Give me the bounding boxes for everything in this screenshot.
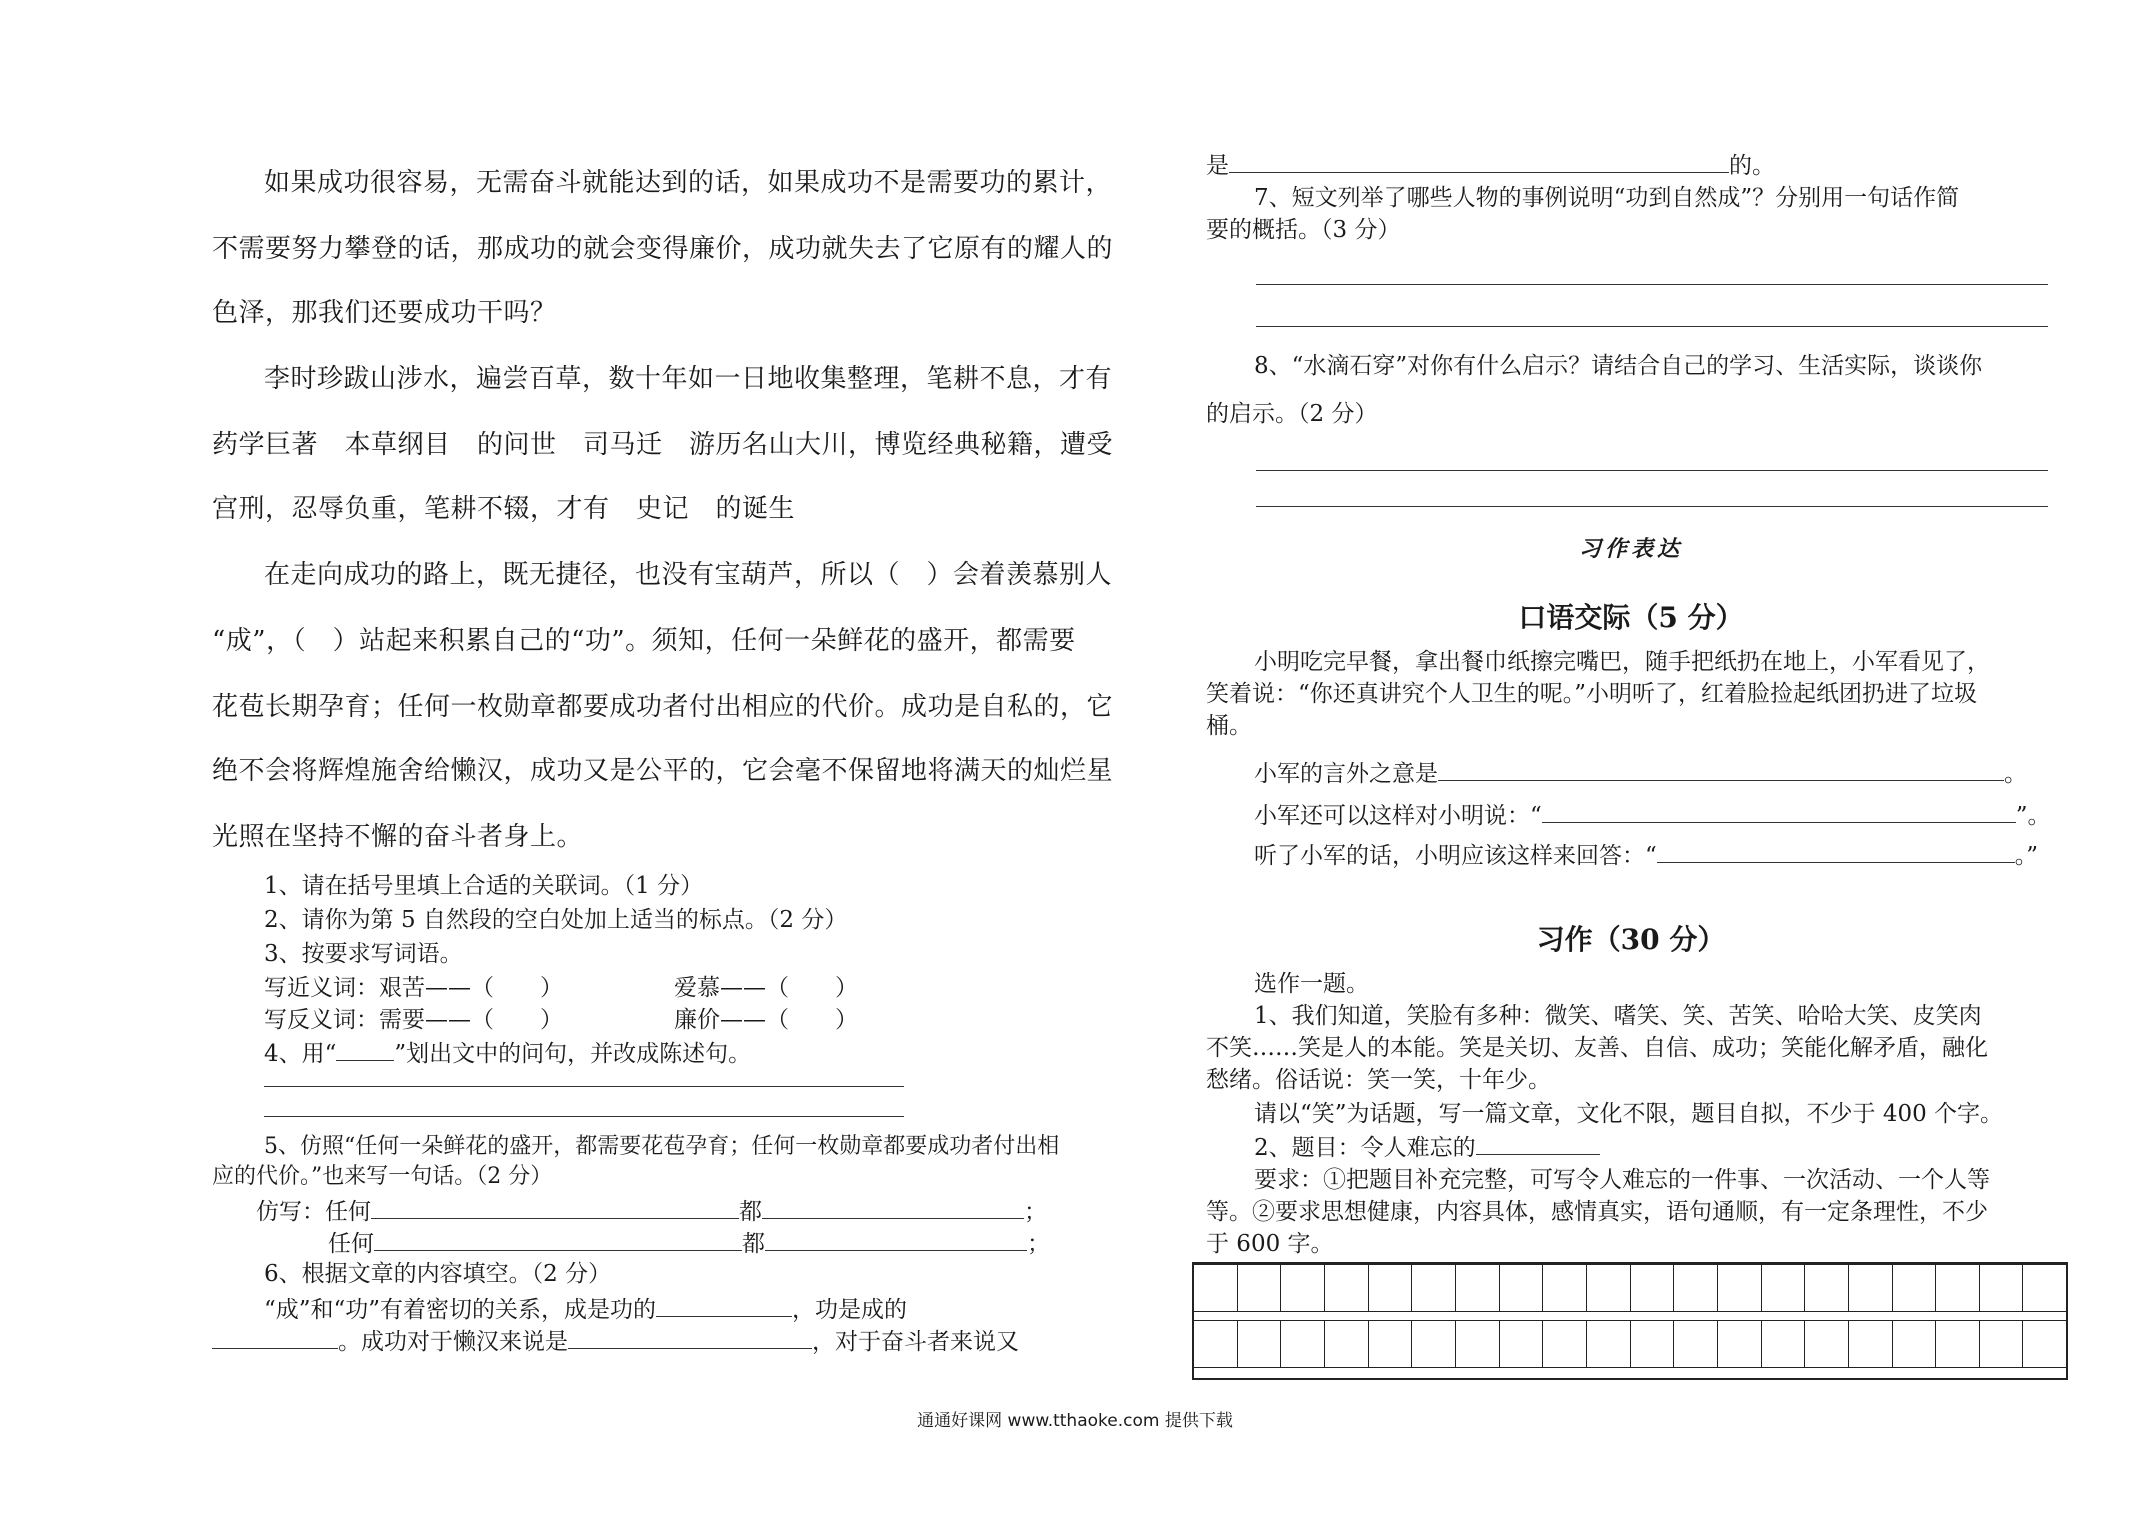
grid-cell[interactable] xyxy=(1194,1321,1238,1367)
para3-line1: 在走向成功的路上，既无捷径，也没有宝葫芦，所以（ ）会着羡慕别人 xyxy=(264,560,1113,590)
question-3-antonym: 写反义词：需要——（ ） xyxy=(264,1007,563,1033)
para2-line3: 宫刑，忍辱负重，笔耕不辍，才有 史记 的诞生 xyxy=(212,494,796,524)
grid-cell[interactable] xyxy=(1587,1265,1631,1311)
question-3-synonym: 写近义词：艰苦——（ ） xyxy=(264,975,563,1001)
q6-blank-3[interactable] xyxy=(568,1326,812,1349)
grid-cell[interactable] xyxy=(1194,1265,1238,1311)
writing-line-4: 请以“笑”为话题，写一篇文章，文化不限，题目自拟，不少于 400 个字。 xyxy=(1254,1101,2004,1127)
fill-1-prefix: 仿写：任何 xyxy=(256,1199,371,1225)
question-6-title: 6、根据文章的内容填空。（2 分） xyxy=(264,1261,612,1287)
answer-line-q8-1[interactable] xyxy=(1256,470,2048,471)
question-4-suffix: ”划出文中的问句，并改成陈述句。 xyxy=(394,1041,752,1067)
q6-blank-4[interactable] xyxy=(1229,150,1729,173)
writing-line-3: 愁绪。俗话说：笑一笑，十年少。 xyxy=(1206,1067,1551,1093)
writing-line-2: 不笑……笑是人的本能。笑是关切、友善、自信、成功；笑能化解矛盾，融化 xyxy=(1206,1035,1988,1061)
oral-q1-b: 。 xyxy=(2004,761,2027,787)
para1-line2: 不需要努力攀登的话，那成功的就会变得廉价，成功就失去了它原有的耀人的 xyxy=(212,234,1114,264)
fill-1-mid: 都 xyxy=(739,1199,762,1225)
grid-cell[interactable] xyxy=(1936,1321,1980,1367)
q6-line1-b: ，功是成的 xyxy=(792,1297,908,1323)
grid-cell[interactable] xyxy=(1849,1321,1893,1367)
oral-q3-b: 。” xyxy=(2014,843,2039,869)
oral-title: 口语交际（5 分） xyxy=(1518,601,1744,634)
question-7-line1: 7、短文列举了哪些人物的事例说明“功到自然成”？分别用一句话作简 xyxy=(1254,185,1960,211)
grid-cell[interactable] xyxy=(1369,1265,1413,1311)
grid-cell[interactable] xyxy=(1674,1265,1718,1311)
writing-line-7: 等。②要求思想健康，内容具体，感情真实，语句通顺，有一定条理性，不少 xyxy=(1206,1199,1988,1225)
para3-line4: 绝不会将辉煌施舍给懒汉，成功又是公平的，它会毫不保留地将满天的灿烂星 xyxy=(212,756,1114,786)
grid-cell[interactable] xyxy=(1281,1265,1325,1311)
grid-cell[interactable] xyxy=(1325,1321,1369,1367)
grid-cell[interactable] xyxy=(1762,1265,1806,1311)
oral-question-1 xyxy=(1254,758,2027,788)
q6-blank-2[interactable] xyxy=(212,1326,338,1349)
grid-cell[interactable] xyxy=(2023,1265,2066,1311)
writing-topic-blank[interactable] xyxy=(1476,1132,1600,1155)
question-4-prefix: 4、用“ xyxy=(264,1041,337,1067)
oral-paragraph-2: 笑着说：“你还真讲究个人卫生的呢。”小明听了，红着脸捡起纸团扔进了垃圾 xyxy=(1206,681,1978,707)
writing-intro: 选作一题。 xyxy=(1254,971,1369,997)
question-2: 2、请你为第 5 自然段的空白处加上适当的标点。（2 分） xyxy=(264,907,848,933)
grid-cell[interactable] xyxy=(1587,1321,1631,1367)
q6-line2-a: 。成功对于懒汉来说是 xyxy=(338,1329,568,1355)
q6-line2-b: ，对于奋斗者来说又 xyxy=(812,1329,1019,1355)
grid-cell[interactable] xyxy=(1500,1265,1544,1311)
grid-cell[interactable] xyxy=(1980,1321,2024,1367)
answer-line-q4-2[interactable] xyxy=(264,1116,904,1117)
oral-paragraph-1: 小明吃完早餐，拿出餐巾纸擦完嘴巴，随手把纸扔在地上，小军看见了， xyxy=(1254,649,1990,675)
section-heading: 习作表达 xyxy=(1578,536,1683,562)
grid-cell[interactable] xyxy=(1805,1321,1849,1367)
writing-line-6: 要求：①把题目补充完整，可写令人难忘的一件事、一次活动、一个人等 xyxy=(1254,1167,1990,1193)
oral-question-2 xyxy=(1254,800,2051,830)
question-5-fill-2 xyxy=(328,1228,1050,1258)
writing-line-8: 于 600 字。 xyxy=(1206,1231,1334,1257)
fill-2-blank-b[interactable] xyxy=(765,1228,1027,1251)
fill-2-prefix: 任何 xyxy=(328,1231,374,1257)
grid-cell[interactable] xyxy=(1543,1265,1587,1311)
oral-q3-blank[interactable] xyxy=(1657,840,2015,863)
grid-cell[interactable] xyxy=(1718,1321,1762,1367)
grid-cell[interactable] xyxy=(1500,1321,1544,1367)
writing-topic-label: 2、题目：令人难忘的 xyxy=(1254,1135,1476,1161)
question-3-antonym-2: 廉价——（ ） xyxy=(674,1007,858,1033)
oral-q2-b: ”。 xyxy=(2015,803,2051,829)
writing-title: 习作（30 分） xyxy=(1536,923,1726,956)
answer-line-q7-1[interactable] xyxy=(1256,284,2048,285)
oral-question-3 xyxy=(1254,840,2038,870)
question-8-line2: 的启示。（2 分） xyxy=(1206,401,1378,427)
answer-line-q7-2[interactable] xyxy=(1256,326,2048,327)
grid-cell[interactable] xyxy=(1674,1321,1718,1367)
question-4-underline-sample xyxy=(336,1038,394,1061)
grid-cell[interactable] xyxy=(1412,1265,1456,1311)
grid-cell[interactable] xyxy=(1893,1265,1937,1311)
grid-cell[interactable] xyxy=(1543,1321,1587,1367)
oral-q2-a: 小军还可以这样对小明说：“ xyxy=(1254,803,1542,829)
grid-cell[interactable] xyxy=(1980,1265,2024,1311)
writing-line-1: 1、我们知道，笑脸有多种：微笑、嗜笑、笑、苦笑、哈哈大笑、皮笑肉 xyxy=(1254,1003,1982,1029)
writing-line-5 xyxy=(1254,1132,1600,1162)
grid-cell[interactable] xyxy=(2023,1321,2066,1367)
grid-cell[interactable] xyxy=(1718,1265,1762,1311)
q6-continuation xyxy=(1206,150,1775,180)
fill-1-blank-a[interactable] xyxy=(371,1196,739,1219)
q6-cont-b: 的。 xyxy=(1729,153,1775,179)
para1-line3: 色泽，那我们还要成功干吗？ xyxy=(212,298,557,328)
q6-blank-1[interactable] xyxy=(656,1294,792,1317)
writing-grid[interactable] xyxy=(1192,1262,2068,1380)
oral-q3-a: 听了小军的话，小明应该这样来回答：“ xyxy=(1254,843,1657,869)
fill-2-end: ； xyxy=(1027,1231,1050,1257)
oral-paragraph-3: 桶。 xyxy=(1206,713,1252,739)
footer-credit: 通通好课网 www.tthaoke.com 提供下载 xyxy=(917,1411,1233,1431)
question-1: 1、请在括号里填上合适的关联词。（1 分） xyxy=(264,873,704,899)
grid-cell[interactable] xyxy=(1281,1321,1325,1367)
grid-row-2[interactable] xyxy=(1194,1320,2066,1368)
grid-cell[interactable] xyxy=(1631,1265,1675,1311)
question-7-line2: 要的概括。（3 分） xyxy=(1206,217,1401,243)
para3-line3: 花苞长期孕育；任何一枚勋章都要成功者付出相应的代价。成功是自私的，它 xyxy=(212,692,1114,722)
grid-cell[interactable] xyxy=(1893,1321,1937,1367)
oral-q1-blank[interactable] xyxy=(1438,758,2004,781)
answer-line-q8-2[interactable] xyxy=(1256,506,2048,507)
grid-cell[interactable] xyxy=(1238,1265,1282,1311)
q6-cont-a: 是 xyxy=(1206,153,1229,179)
grid-cell[interactable] xyxy=(1805,1265,1849,1311)
grid-cell[interactable] xyxy=(1456,1321,1500,1367)
fill-2-mid: 都 xyxy=(742,1231,765,1257)
para3-line2: “成”，（ ）站起来积累自己的“功”。须知，任何一朵鲜花的盛开，都需要 xyxy=(212,626,1076,656)
question-4 xyxy=(264,1038,751,1068)
question-6-line2 xyxy=(212,1326,1019,1356)
para3-line5: 光照在坚持不懈的奋斗者身上。 xyxy=(212,822,584,852)
grid-row-1[interactable] xyxy=(1194,1264,2066,1312)
grid-cell[interactable] xyxy=(1456,1265,1500,1311)
para1-line1: 如果成功很容易，无需奋斗就能达到的话，如果成功不是需要功的累计， xyxy=(264,168,1113,198)
oral-q1-a: 小军的言外之意是 xyxy=(1254,761,1438,787)
question-8-line1: 8、“水滴石穿”对你有什么启示？请结合自己的学习、生活实际，谈谈你 xyxy=(1254,353,1983,379)
oral-q2-blank[interactable] xyxy=(1542,800,2016,823)
grid-cell[interactable] xyxy=(1762,1321,1806,1367)
question-6-line1 xyxy=(264,1294,907,1324)
para2-line2: 药学巨著 本草纲目 的问世 司马迁 游历名山大川，博览经典秘籍，遭受 xyxy=(212,430,1114,460)
grid-cell[interactable] xyxy=(1631,1321,1675,1367)
question-5-line2: 应的代价。”也来写一句话。（2 分） xyxy=(212,1164,553,1189)
grid-cell[interactable] xyxy=(1238,1321,1282,1367)
grid-cell[interactable] xyxy=(1325,1265,1369,1311)
grid-cell[interactable] xyxy=(1369,1321,1413,1367)
para2-line1: 李时珍跋山涉水，遍尝百草，数十年如一日地收集整理，笔耕不息，才有 xyxy=(264,364,1113,394)
grid-cell[interactable] xyxy=(1936,1265,1980,1311)
fill-1-end: ； xyxy=(1024,1199,1047,1225)
fill-2-blank-a[interactable] xyxy=(374,1228,742,1251)
question-3-synonym-2: 爱慕——（ ） xyxy=(674,975,858,1001)
question-5-line1: 5、仿照“任何一朵鲜花的盛开，都需要花苞孕育；任何一枚勋章都要成功者付出相 xyxy=(264,1134,1060,1159)
question-5-fill-1 xyxy=(256,1196,1047,1226)
question-3: 3、按要求写词语。 xyxy=(264,941,463,967)
answer-line-q4-1[interactable] xyxy=(264,1086,904,1087)
fill-1-blank-b[interactable] xyxy=(762,1196,1024,1219)
grid-cell[interactable] xyxy=(1412,1321,1456,1367)
q6-line1-a: “成”和“功”有着密切的关系，成是功的 xyxy=(264,1297,657,1323)
grid-cell[interactable] xyxy=(1849,1265,1893,1311)
